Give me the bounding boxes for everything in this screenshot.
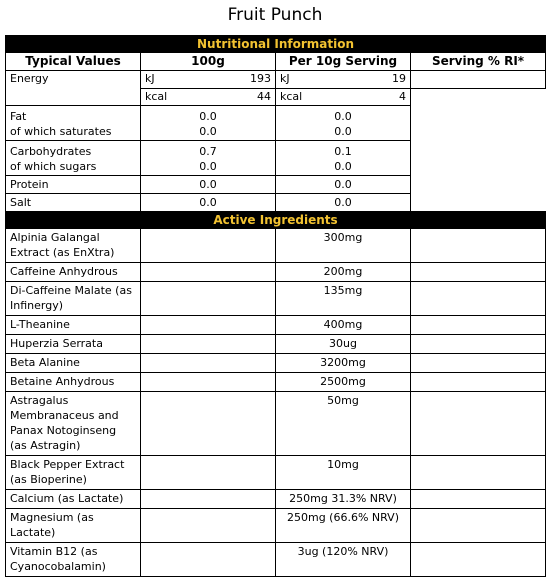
- protein-per100: 0.0: [141, 176, 276, 194]
- energy-kj-100g: [141, 71, 276, 89]
- ingredient-100g-blank: [141, 456, 276, 490]
- fat-per100: 0.0: [199, 110, 217, 123]
- protein-row: [6, 176, 546, 194]
- ingredient-100g-blank: [141, 509, 276, 543]
- header-100g: 100g: [141, 53, 276, 71]
- ingredient-row: [6, 373, 546, 392]
- energy-kcal-blank: [411, 88, 546, 106]
- ingredient-name: Black Pepper Extract (as Bioperine): [6, 456, 141, 490]
- carbs-sub-per-serving: 0.0: [334, 160, 352, 173]
- fat-label: Fat: [10, 110, 27, 123]
- fat-per-serving: 0.0: [334, 110, 352, 123]
- ingredient-100g-blank: [141, 392, 276, 456]
- ingredient-ri-blank: [411, 282, 546, 316]
- ingredient-100g-blank: [141, 354, 276, 373]
- nutrition-band-label: Nutritional Information: [6, 36, 546, 53]
- carbs-serving-cell: [276, 141, 411, 176]
- header-serving-ri: Serving % RI*: [411, 53, 546, 71]
- ingredient-row: [6, 456, 546, 490]
- carbs-label-cell: [6, 141, 141, 176]
- carbs-row: [6, 141, 546, 176]
- salt-row: [6, 194, 546, 212]
- nutrition-table: [5, 35, 545, 577]
- ingredient-row: [6, 543, 546, 577]
- active-band: [6, 212, 546, 229]
- ingredient-amount: 3200mg: [276, 354, 411, 373]
- ingredient-ri-blank: [411, 543, 546, 577]
- ingredient-row: [6, 316, 546, 335]
- ingredient-row: [6, 335, 546, 354]
- ingredient-name: Huperzia Serrata: [6, 335, 141, 354]
- ingredient-name: Beta Alanine: [6, 354, 141, 373]
- energy-kj-serving: [276, 71, 411, 89]
- ingredient-100g-blank: [141, 373, 276, 392]
- fat-ri-blank: [411, 106, 546, 141]
- ingredient-row: [6, 354, 546, 373]
- carbs-per100: 0.7: [199, 145, 217, 158]
- fat-sub-per100: 0.0: [199, 125, 217, 138]
- carbs-100g-cell: [141, 141, 276, 176]
- ingredient-ri-blank: [411, 373, 546, 392]
- ingredient-100g-blank: [141, 316, 276, 335]
- ingredient-name: Magnesium (as Lactate): [6, 509, 141, 543]
- ingredient-name: Caffeine Anhydrous: [6, 263, 141, 282]
- ingredient-name: Astragalus Membranaceus and Panax Notoginseng (as Astragin): [6, 392, 141, 456]
- energy-kcal-per-serving: 4: [399, 89, 406, 103]
- ingredient-name: Di-Caffeine Malate (as Infinergy): [6, 282, 141, 316]
- ingredient-ri-blank: [411, 263, 546, 282]
- ingredient-amount: 250mg 31.3% NRV): [276, 490, 411, 509]
- ingredient-name: Alpinia Galangal Extract (as EnXtra): [6, 229, 141, 263]
- ingredient-ri-blank: [411, 316, 546, 335]
- product-title: Fruit Punch: [227, 5, 323, 25]
- energy-kcal-serving: [276, 88, 411, 106]
- ingredient-amount: 3ug (120% NRV): [276, 543, 411, 577]
- protein-per-serving: 0.0: [276, 176, 411, 194]
- energy-kj-unit-serving: kJ: [280, 72, 290, 85]
- ingredient-row: [6, 392, 546, 456]
- energy-kcal-unit: kcal: [145, 89, 168, 103]
- ingredient-amount: 400mg: [276, 316, 411, 335]
- fat-sub-label: of which saturates: [10, 125, 112, 138]
- ingredient-ri-blank: [411, 509, 546, 543]
- ingredient-row: [6, 263, 546, 282]
- ingredient-amount: 135mg: [276, 282, 411, 316]
- salt-per-serving: 0.0: [276, 194, 411, 212]
- ingredient-name: Calcium (as Lactate): [6, 490, 141, 509]
- energy-kj-per-serving: 19: [392, 72, 406, 85]
- fat-row: [6, 106, 546, 141]
- ingredient-name: L-Theanine: [6, 316, 141, 335]
- energy-kj-unit: kJ: [145, 72, 155, 85]
- ingredient-row: [6, 282, 546, 316]
- ingredient-ri-blank: [411, 354, 546, 373]
- fat-label-cell: [6, 106, 141, 141]
- ingredient-row: [6, 229, 546, 263]
- ingredient-amount: 10mg: [276, 456, 411, 490]
- fat-serving-cell: [276, 106, 411, 141]
- ingredient-100g-blank: [141, 490, 276, 509]
- energy-kcal-unit-serving: kcal: [280, 89, 303, 103]
- ingredient-amount: 2500mg: [276, 373, 411, 392]
- ingredient-amount: 50mg: [276, 392, 411, 456]
- ingredient-row: [6, 509, 546, 543]
- header-typical-values: Typical Values: [6, 53, 141, 71]
- ingredient-amount: 30ug: [276, 335, 411, 354]
- salt-ri-blank: [411, 194, 546, 212]
- carbs-label: Carbohydrates: [10, 145, 92, 158]
- ingredient-100g-blank: [141, 282, 276, 316]
- energy-kcal-100g: [141, 88, 276, 106]
- ingredient-ri-blank: [411, 456, 546, 490]
- header-row: [6, 53, 546, 71]
- energy-kcal-per100: 44: [257, 89, 271, 103]
- fat-100g-cell: [141, 106, 276, 141]
- ingredient-ri-blank: [411, 335, 546, 354]
- header-per-serving: Per 10g Serving: [276, 53, 411, 71]
- energy-label: Energy: [6, 71, 141, 106]
- nutrition-band: [6, 36, 546, 53]
- carbs-sub-label: of which sugars: [10, 160, 97, 173]
- ingredient-amount: 200mg: [276, 263, 411, 282]
- active-band-label: Active Ingredients: [6, 212, 546, 229]
- salt-label: Salt: [6, 194, 141, 212]
- fat-sub-per-serving: 0.0: [334, 125, 352, 138]
- ingredient-100g-blank: [141, 263, 276, 282]
- ingredient-amount: 300mg: [276, 229, 411, 263]
- salt-per100: 0.0: [141, 194, 276, 212]
- energy-ri-cell: [411, 71, 546, 89]
- ingredient-100g-blank: [141, 543, 276, 577]
- energy-row: [6, 71, 546, 89]
- ingredient-amount: 250mg (66.6% NRV): [276, 509, 411, 543]
- carbs-per-serving: 0.1: [334, 145, 352, 158]
- ingredient-100g-blank: [141, 335, 276, 354]
- ingredient-name: Betaine Anhydrous: [6, 373, 141, 392]
- ingredient-ri-blank: [411, 392, 546, 456]
- ingredient-100g-blank: [141, 229, 276, 263]
- ingredient-row: [6, 490, 546, 509]
- ingredient-ri-blank: [411, 490, 546, 509]
- energy-kj-per100: 193: [250, 72, 271, 85]
- carbs-ri-blank: [411, 141, 546, 176]
- ingredient-ri-blank: [411, 229, 546, 263]
- carbs-sub-per100: 0.0: [199, 160, 217, 173]
- protein-label: Protein: [6, 176, 141, 194]
- active-ingredients-list: [6, 229, 546, 577]
- ingredient-name: Vitamin B12 (as Cyanocobalamin): [6, 543, 141, 577]
- protein-ri-blank: [411, 176, 546, 194]
